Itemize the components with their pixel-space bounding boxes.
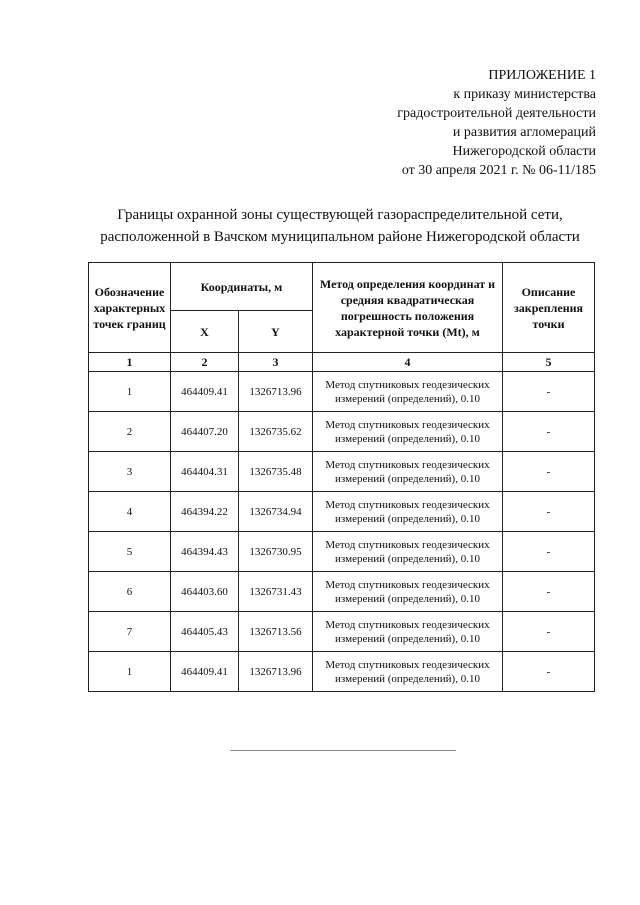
cell-point: 1 <box>89 652 171 692</box>
cell-method: Метод спутниковых геодезических измерений (определений), 0.10 <box>313 372 503 412</box>
document-title <box>0 204 640 248</box>
cell-y: 1326730.95 <box>239 532 313 572</box>
cell-point: 5 <box>89 532 171 572</box>
approval-line: градостроительной деятельности <box>397 106 596 121</box>
title-line-1: Границы охранной зоны существующей газораспределительной сети, <box>117 207 563 223</box>
column-number: 3 <box>239 353 313 372</box>
cell-y: 1326735.48 <box>239 452 313 492</box>
header-x: X <box>171 311 239 353</box>
cell-x: 464394.43 <box>171 532 239 572</box>
cell-point: 7 <box>89 612 171 652</box>
approval-line: и развития агломераций <box>452 125 596 140</box>
cell-description: - <box>503 452 595 492</box>
cell-method: Метод спутниковых геодезических измерений (определений), 0.10 <box>313 492 503 532</box>
title-line-2: расположенной в Вачском муниципальном районе Нижегородской области <box>100 229 580 245</box>
column-number: 2 <box>171 353 239 372</box>
cell-x: 464405.43 <box>171 612 239 652</box>
header-method: Метод определения координат и средняя квадратическая погрешность положения характерной точки (Mt), м <box>313 263 503 353</box>
header-point: Обозначение характерных точек границ <box>89 263 171 353</box>
cell-point: 2 <box>89 412 171 452</box>
footer-divider <box>230 750 456 751</box>
table-row <box>89 452 595 492</box>
cell-description: - <box>503 612 595 652</box>
column-number: 1 <box>89 353 171 372</box>
cell-method: Метод спутниковых геодезических измерений (определений), 0.10 <box>313 532 503 572</box>
cell-y: 1326713.56 <box>239 612 313 652</box>
table-row <box>89 652 595 692</box>
cell-x: 464407.20 <box>171 412 239 452</box>
table-row <box>89 612 595 652</box>
approval-block <box>397 66 596 180</box>
table-row <box>89 372 595 412</box>
cell-point: 6 <box>89 572 171 612</box>
table-row <box>89 532 595 572</box>
cell-method: Метод спутниковых геодезических измерений (определений), 0.10 <box>313 572 503 612</box>
approval-line: Нижегородской области <box>452 144 596 159</box>
table-row <box>89 412 595 452</box>
column-numbers-row <box>89 353 595 372</box>
cell-y: 1326731.43 <box>239 572 313 612</box>
column-number: 5 <box>503 353 595 372</box>
cell-method: Метод спутниковых геодезических измерений (определений), 0.10 <box>313 412 503 452</box>
header-description: Описание закрепления точки <box>503 263 595 353</box>
approval-line: ПРИЛОЖЕНИЕ 1 <box>488 68 596 83</box>
cell-x: 464409.41 <box>171 372 239 412</box>
cell-x: 464404.31 <box>171 452 239 492</box>
header-y: Y <box>239 311 313 353</box>
cell-y: 1326734.94 <box>239 492 313 532</box>
cell-y: 1326713.96 <box>239 372 313 412</box>
cell-description: - <box>503 572 595 612</box>
cell-method: Метод спутниковых геодезических измерений (определений), 0.10 <box>313 612 503 652</box>
header-coords: Координаты, м <box>171 263 313 311</box>
cell-method: Метод спутниковых геодезических измерений (определений), 0.10 <box>313 452 503 492</box>
approval-line: к приказу министерства <box>453 87 596 102</box>
cell-description: - <box>503 532 595 572</box>
cell-x: 464403.60 <box>171 572 239 612</box>
cell-point: 4 <box>89 492 171 532</box>
approval-line: от 30 апреля 2021 г. № 06-11/185 <box>401 163 596 178</box>
cell-point: 3 <box>89 452 171 492</box>
boundary-points-table <box>88 262 595 692</box>
cell-point: 1 <box>89 372 171 412</box>
cell-x: 464409.41 <box>171 652 239 692</box>
cell-x: 464394.22 <box>171 492 239 532</box>
cell-description: - <box>503 492 595 532</box>
table-row <box>89 492 595 532</box>
cell-method: Метод спутниковых геодезических измерений (определений), 0.10 <box>313 652 503 692</box>
table-row <box>89 572 595 612</box>
cell-y: 1326713.96 <box>239 652 313 692</box>
column-number: 4 <box>313 353 503 372</box>
cell-description: - <box>503 412 595 452</box>
cell-description: - <box>503 372 595 412</box>
cell-description: - <box>503 652 595 692</box>
cell-y: 1326735.62 <box>239 412 313 452</box>
